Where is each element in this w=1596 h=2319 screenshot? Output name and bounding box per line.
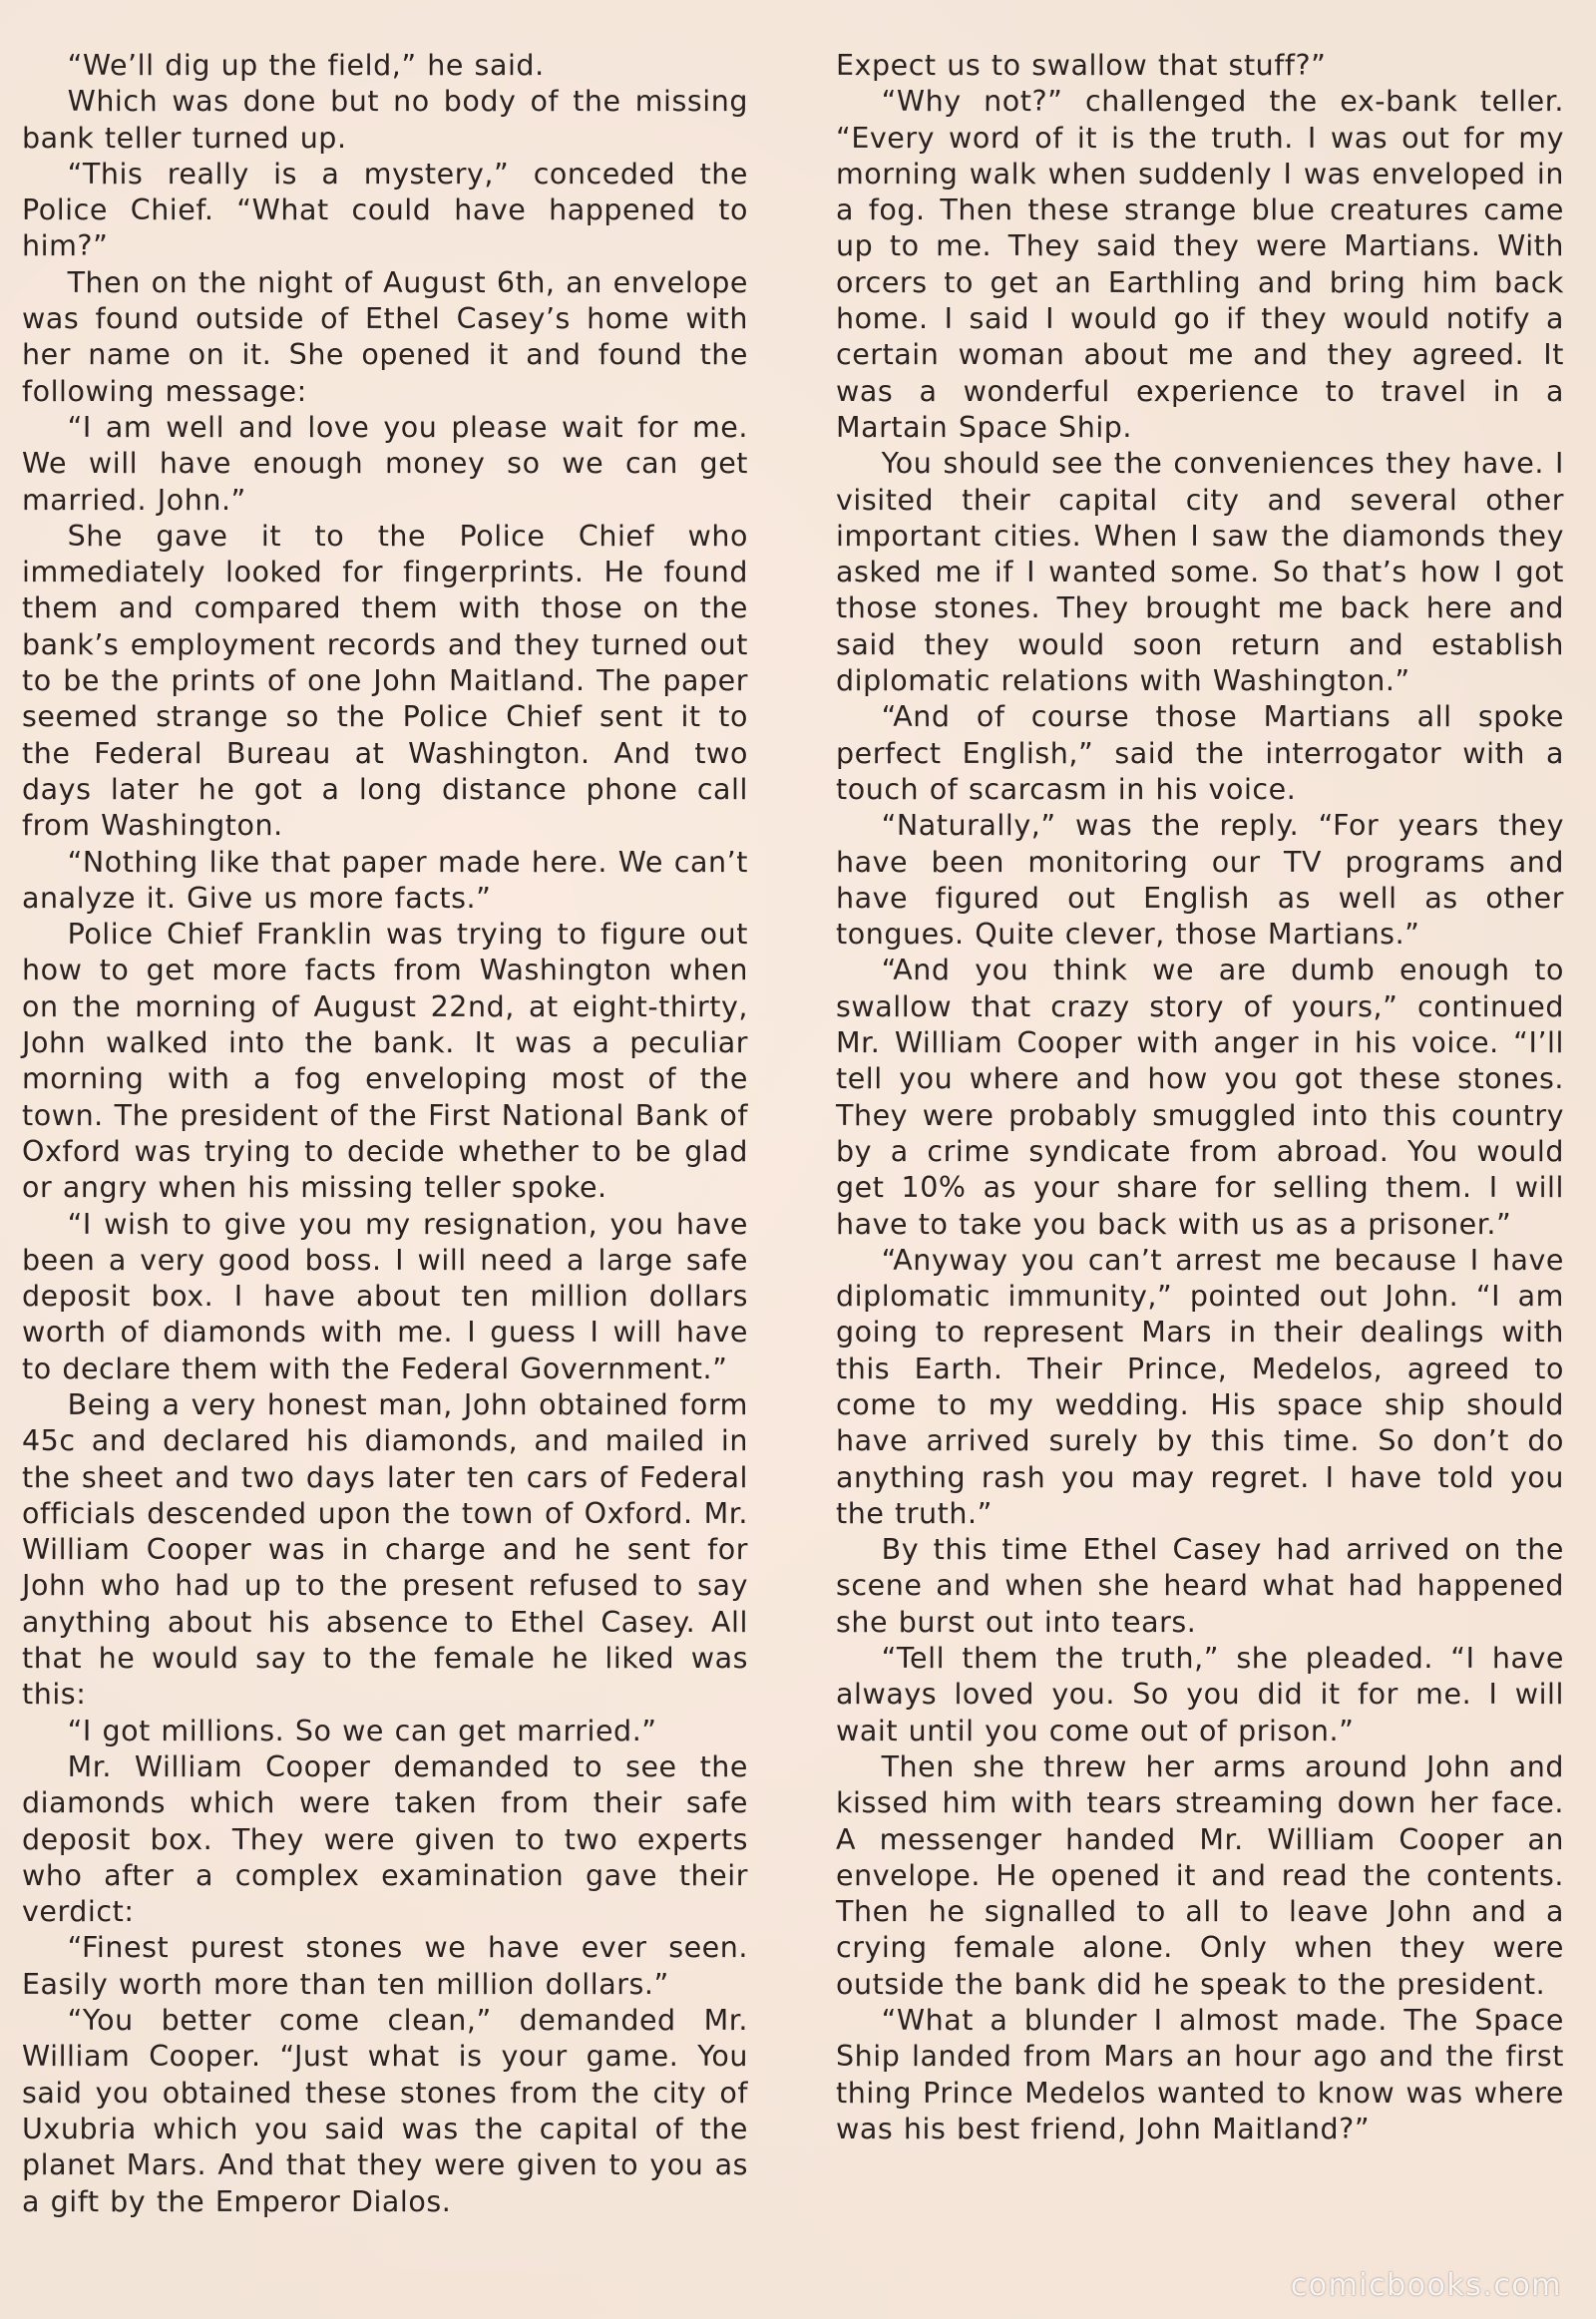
paragraph: “And you think we are dumb enough to swallow that crazy story of yours,” continued Mr. William Cooper with anger in his voice. “I’ll tell you where and how you got these stones. They were probably smuggled into this country by a crime syndicate from abroad. You would get 10% as your share for selling them. I will have to take you back with us as a prisoner.” [836,954,1564,1241]
paragraph: “What a blunder I almost made. The Space Ship landed from Mars an hour ago and the first thing Prince Medelos wanted to know was where was his best friend, John Maitland?” [836,2004,1564,2145]
paragraph: “Why not?” challenged the ex-bank teller. “Every word of it is the truth. I was out for my morning walk when suddenly I was enveloped in a fog. Then these strange blue creatures came up to me. They said they were Martians. With orcers to get an Earthling and bring him back home. I said I would go if they would notify a certain woman about me and they agreed. It was a wonderful experience to travel in a Martain Space Ship. [836,85,1564,444]
paragraph: “You better come clean,” demanded Mr. William Cooper. “Just what is your game. You said you obtained these stones from the city of Uxubria which you said was the capital of the planet Mars. And that they were given to you as a gift by the Emperor Dialos. [22,2004,748,2218]
paragraph: You should see the conveniences they have. I visited their capital city and several other important cities. When I saw the diamonds they asked me if I wanted some. So that’s how I got those stones. They brought me back here and said they would soon return and establish diplomatic relations with Washington.” [836,447,1564,698]
paragraph: “Finest purest stones we have ever seen. Easily worth more than ten million dollars.” [22,1931,748,2001]
paragraph: “And of course those Martians all spoke perfect English,” said the interrogator with a touch of scarcasm in his voice. [836,700,1564,806]
paragraph: “This really is a mystery,” conceded the Police Chief. “What could have happened to him?” [22,157,748,263]
left-text-column [22,48,748,2220]
paragraph: By this time Ethel Casey had arrived on the scene and when she heard what had happened she burst out into tears. [836,1533,1564,1639]
paragraph: “I am well and love you please wait for me. We will have enough money so we can get married. John.” [22,410,748,517]
right-text-column [836,48,1564,2147]
site-watermark: comicbooks.com [1290,2268,1562,2303]
paragraph: Police Chief Franklin was trying to figure out how to get more facts from Washington when on the morning of August 22nd, at eight-thirty, John walked into the bank. It was a peculiar morning with a fog enveloping most of the town. The president of the First National Bank of Oxford was trying to decide whether to be glad or angry when his missing teller spoke. [22,918,748,1205]
paragraph: Then she threw her arms around John and kissed him with tears streaming down her face. A messenger handed Mr. William Cooper an envelope. He opened it and read the contents. Then he signalled to all to leave John and a crying female alone. Only when they were outside the bank did he speak to the president. [836,1749,1564,2001]
paragraph: “Anyway you can’t arrest me because I have diplomatic immunity,” pointed out John. “I am going to represent Mars in their dealings with this Earth. Their Prince, Medelos, agreed to come to my wedding. His space ship should have arrived surely by this time. So don’t do anything rash you may regret. I have told you the truth.” [836,1243,1564,1530]
paragraph: “Naturally,” was the reply. “For years they have been monitoring our TV programs and have figured out English as well as other tongues. Quite clever, those Martians.” [836,809,1564,952]
paragraph: Mr. William Cooper demanded to see the diamonds which were taken from their safe deposit box. They were given to two experts who after a complex examination gave their verdict: [22,1749,748,1929]
paragraph: Being a very honest man, John obtained form 45c and declared his diamonds, and mailed in the sheet and two days later ten cars of Federal officials descended upon the town of Oxford. Mr. William Cooper was in charge and he sent for John who had up to the present refused to say anything about his absence to Ethel Casey. All that he would say to the female he liked was this: [22,1387,748,1712]
paragraph: Which was done but no body of the missing bank teller turned up. [22,85,748,155]
paragraph: “We’ll dig up the field,” he said. [67,49,545,82]
paragraph: She gave it to the Police Chief who immediately looked for fingerprints. He found them and compared them with those on the bank’s employment records and they turned out to be the prints of one John Maitland. The paper seemed strange so the Police Chief sent it to the Federal Bureau at Washington. And two days later he got a long distance phone call from Washington. [22,519,748,843]
paragraph: “I wish to give you my resignation, you have been a very good boss. I will need a large safe deposit box. I have about ten million dollars worth of diamonds with me. I guess I will have to declare them with the Federal Government.” [22,1207,748,1385]
paragraph: “Nothing like that paper made here. We can’t analyze it. Give us more facts.” [22,845,748,915]
paragraph: “Tell them the truth,” she pleaded. “I have always loved you. So you did it for me. I will wait until you come out of prison.” [836,1642,1564,1747]
paragraph: “I got millions. So we can get married.” [67,1714,657,1747]
paragraph: Expect us to swallow that stuff?” [836,49,1327,82]
paragraph: Then on the night of August 6th, an envelope was found outside of Ethel Casey’s home with her name on it. She opened it and found the following message: [22,265,748,408]
